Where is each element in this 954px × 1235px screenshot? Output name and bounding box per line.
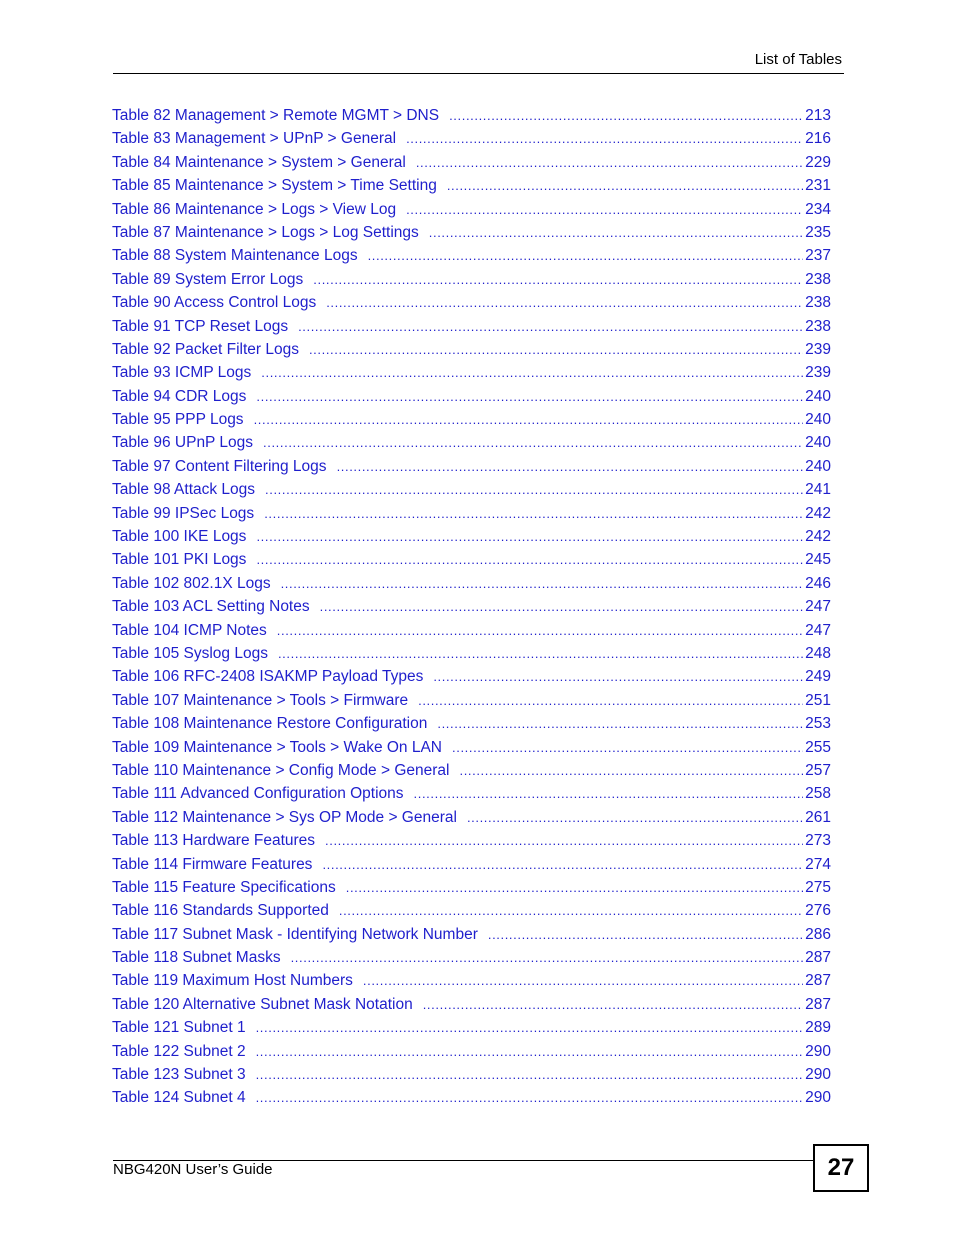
toc-entry[interactable] (112, 317, 831, 340)
toc-entry-label[interactable]: Table 109 Maintenance > Tools > Wake On LAN (112, 738, 443, 756)
toc-entry[interactable] (112, 527, 831, 550)
toc-entry-label[interactable]: Table 86 Maintenance > Logs > View Log (112, 200, 397, 218)
dot-leader (406, 129, 803, 149)
toc-entry[interactable] (112, 433, 831, 456)
toc-entry-label[interactable]: Table 107 Maintenance > Tools > Firmware (112, 691, 409, 709)
toc-entry[interactable] (112, 714, 831, 737)
toc-entry-label[interactable]: Table 111 Advanced Configuration Options (112, 785, 404, 803)
dot-leader (346, 878, 803, 898)
dot-leader (322, 855, 803, 875)
toc-entry-label[interactable]: Table 113 Hardware Features (112, 832, 316, 850)
dot-leader (254, 410, 804, 430)
toc-entry-label[interactable]: Table 110 Maintenance > Config Mode > General (112, 761, 450, 779)
toc-entry[interactable] (112, 948, 831, 971)
toc-entry-label[interactable]: Table 85 Maintenance > System > Time Setting (112, 177, 437, 195)
dot-leader (339, 901, 803, 921)
toc-entry-page-number[interactable]: 274 (805, 855, 831, 873)
toc-entry-page-number[interactable]: 258 (805, 785, 831, 803)
dot-leader (368, 246, 804, 266)
toc-entry-page-number[interactable]: 251 (805, 691, 831, 709)
toc-entry-page-number[interactable]: 240 (805, 457, 831, 475)
toc-entry-page-number[interactable]: 290 (805, 1089, 831, 1107)
toc-entry[interactable] (112, 1018, 831, 1041)
toc-entry-label[interactable]: Table 99 IPSec Logs (112, 504, 255, 522)
toc-entry[interactable] (112, 410, 831, 433)
toc-entry-page-number[interactable]: 249 (805, 668, 831, 686)
dot-leader (256, 1018, 804, 1038)
toc-entry-label[interactable]: Table 92 Packet Filter Logs (112, 340, 299, 358)
toc-entry[interactable] (112, 106, 831, 129)
toc-entry-page-number[interactable]: 246 (805, 574, 831, 592)
toc-entry[interactable] (112, 738, 831, 761)
dot-leader (406, 200, 803, 220)
toc-entry[interactable] (112, 971, 831, 994)
toc-entry[interactable] (112, 176, 831, 199)
table-of-contents-list (112, 106, 831, 1112)
toc-entry[interactable] (112, 597, 831, 620)
toc-entry-page-number[interactable]: 242 (805, 504, 831, 522)
toc-entry-page-number[interactable]: 276 (805, 902, 831, 920)
dot-leader (264, 504, 803, 524)
toc-entry-label[interactable]: Table 98 Attack Logs (112, 481, 256, 499)
dot-leader (416, 153, 803, 173)
toc-entry-page-number[interactable]: 248 (805, 644, 831, 662)
toc-entry[interactable] (112, 574, 831, 597)
toc-entry-page-number[interactable]: 261 (805, 808, 831, 826)
toc-entry[interactable] (112, 691, 831, 714)
toc-entry[interactable] (112, 129, 831, 152)
toc-entry-label[interactable]: Table 115 Feature Specifications (112, 878, 336, 896)
toc-entry[interactable] (112, 761, 831, 784)
toc-entry-page-number[interactable]: 247 (805, 621, 831, 639)
toc-entry-page-number[interactable]: 234 (805, 200, 831, 218)
toc-entry[interactable] (112, 784, 831, 807)
toc-entry-page-number[interactable]: 290 (805, 1042, 831, 1060)
footer-guide-title: NBG420N User’s Guide (113, 1161, 273, 1178)
header-divider (113, 73, 844, 74)
dot-leader (460, 761, 804, 781)
toc-entry-page-number[interactable]: 238 (805, 294, 831, 312)
dot-leader (281, 574, 804, 594)
toc-entry[interactable] (112, 246, 831, 269)
dot-leader (325, 831, 803, 851)
toc-entry-label[interactable]: Table 100 IKE Logs (112, 528, 247, 546)
toc-entry-page-number[interactable]: 290 (805, 1066, 831, 1084)
dot-leader (418, 691, 803, 711)
dot-leader (363, 971, 803, 991)
toc-entry[interactable] (112, 387, 831, 410)
toc-entry-label[interactable]: Table 87 Maintenance > Logs > Log Settings (112, 223, 419, 241)
dot-leader (256, 527, 803, 547)
dot-leader (261, 363, 803, 383)
toc-entry[interactable] (112, 621, 831, 644)
toc-entry-page-number[interactable]: 241 (805, 481, 831, 499)
dot-leader (320, 597, 804, 617)
toc-entry-label[interactable]: Table 108 Maintenance Restore Configuration (112, 715, 428, 733)
toc-entry-label[interactable]: Table 114 Firmware Features (112, 855, 313, 873)
dot-leader (256, 1065, 804, 1085)
dot-leader (298, 317, 803, 337)
toc-entry-label[interactable]: Table 90 Access Control Logs (112, 294, 317, 312)
toc-entry-page-number[interactable]: 242 (805, 528, 831, 546)
toc-entry-label[interactable]: Table 91 TCP Reset Logs (112, 317, 289, 335)
dot-leader (256, 387, 803, 407)
toc-entry-page-number[interactable]: 237 (805, 247, 831, 265)
toc-entry-page-number[interactable]: 231 (805, 177, 831, 195)
toc-entry-label[interactable]: Table 97 Content Filtering Logs (112, 457, 327, 475)
toc-entry-page-number[interactable]: 287 (805, 972, 831, 990)
toc-entry[interactable] (112, 457, 831, 480)
toc-entry-page-number[interactable]: 255 (805, 738, 831, 756)
dot-leader (309, 340, 803, 360)
toc-entry-label[interactable]: Table 83 Management > UPnP > General (112, 130, 397, 148)
toc-entry[interactable] (112, 925, 831, 948)
toc-entry-label[interactable]: Table 112 Maintenance > Sys OP Mode > General (112, 808, 457, 826)
toc-entry-page-number[interactable]: 273 (805, 832, 831, 850)
toc-entry-page-number[interactable]: 235 (805, 223, 831, 241)
toc-entry-page-number[interactable]: 286 (805, 925, 831, 943)
toc-entry[interactable] (112, 995, 831, 1018)
toc-entry-label[interactable]: Table 117 Subnet Mask - Identifying Network Number (112, 925, 478, 943)
toc-entry-page-number[interactable]: 240 (805, 411, 831, 429)
dot-leader (447, 176, 803, 196)
dot-leader (449, 106, 803, 126)
toc-entry[interactable] (112, 644, 831, 667)
toc-entry-page-number[interactable]: 238 (805, 270, 831, 288)
toc-entry-page-number[interactable]: 287 (805, 949, 831, 967)
toc-entry[interactable] (112, 340, 831, 363)
toc-entry[interactable] (112, 550, 831, 573)
toc-entry-label[interactable]: Table 96 UPnP Logs (112, 434, 254, 452)
toc-entry-page-number[interactable]: 240 (805, 434, 831, 452)
toc-entry[interactable] (112, 223, 831, 246)
toc-entry[interactable] (112, 200, 831, 223)
dot-leader (313, 270, 803, 290)
toc-entry-label[interactable]: Table 101 PKI Logs (112, 551, 247, 569)
dot-leader (256, 1042, 804, 1062)
toc-entry-label[interactable]: Table 104 ICMP Notes (112, 621, 267, 639)
toc-entry-page-number[interactable]: 229 (805, 153, 831, 171)
toc-entry-label[interactable]: Table 123 Subnet 3 (112, 1066, 246, 1084)
toc-entry-page-number[interactable]: 238 (805, 317, 831, 335)
dot-leader (414, 784, 804, 804)
toc-entry-page-number[interactable]: 253 (805, 715, 831, 733)
toc-entry-page-number[interactable]: 275 (805, 878, 831, 896)
toc-entry-label[interactable]: Table 94 CDR Logs (112, 387, 247, 405)
toc-entry-page-number[interactable]: 289 (805, 1019, 831, 1037)
toc-entry[interactable] (112, 1042, 831, 1065)
toc-entry-page-number[interactable]: 257 (805, 761, 831, 779)
dot-leader (488, 925, 803, 945)
dot-leader (429, 223, 803, 243)
toc-entry[interactable] (112, 504, 831, 527)
toc-entry[interactable] (112, 831, 831, 854)
toc-entry-label[interactable]: Table 93 ICMP Logs (112, 364, 252, 382)
toc-entry[interactable] (112, 901, 831, 924)
toc-entry[interactable] (112, 1088, 831, 1111)
toc-entry-page-number[interactable]: 213 (805, 107, 831, 124)
toc-entry-label[interactable]: Table 89 System Error Logs (112, 270, 304, 288)
toc-entry-page-number[interactable]: 240 (805, 387, 831, 405)
toc-entry-label[interactable]: Table 102 802.1X Logs (112, 574, 271, 592)
toc-entry[interactable] (112, 808, 831, 831)
toc-entry-label[interactable]: Table 121 Subnet 1 (112, 1019, 246, 1037)
toc-entry-page-number[interactable]: 239 (805, 340, 831, 358)
dot-leader (437, 714, 803, 734)
toc-entry-label[interactable]: Table 105 Syslog Logs (112, 644, 268, 662)
dot-leader (337, 457, 804, 477)
dot-leader (467, 808, 803, 828)
toc-entry[interactable] (112, 480, 831, 503)
dot-leader (263, 433, 803, 453)
dot-leader (433, 667, 803, 687)
toc-entry-label[interactable]: Table 120 Alternative Subnet Mask Notation (112, 995, 413, 1013)
toc-entry-label[interactable]: Table 118 Subnet Masks (112, 949, 281, 967)
dot-leader (278, 644, 803, 664)
dot-leader (277, 621, 803, 641)
dot-leader (452, 738, 803, 758)
toc-entry[interactable] (112, 855, 831, 878)
toc-entry[interactable] (112, 1065, 831, 1088)
toc-entry-label[interactable]: Table 103 ACL Setting Notes (112, 598, 310, 616)
dot-leader (256, 550, 803, 570)
toc-entry-label[interactable]: Table 119 Maximum Host Numbers (112, 972, 353, 990)
toc-entry-label[interactable]: Table 82 Management > Remote MGMT > DNS (112, 107, 440, 124)
dot-leader (265, 480, 803, 500)
toc-entry-page-number[interactable]: 247 (805, 598, 831, 616)
toc-entry[interactable] (112, 293, 831, 316)
toc-entry-label[interactable]: Table 95 PPP Logs (112, 411, 244, 429)
toc-entry-label[interactable]: Table 124 Subnet 4 (112, 1089, 246, 1107)
dot-leader (256, 1088, 804, 1108)
toc-entry[interactable] (112, 153, 831, 176)
page-number-box: 27 (813, 1144, 869, 1192)
toc-entry[interactable] (112, 363, 831, 386)
toc-entry-label[interactable]: Table 84 Maintenance > System > General (112, 153, 406, 171)
dot-leader (423, 995, 803, 1015)
toc-entry-label[interactable]: Table 88 System Maintenance Logs (112, 247, 358, 265)
toc-entry[interactable] (112, 667, 831, 690)
toc-entry-page-number[interactable]: 287 (805, 995, 831, 1013)
toc-entry[interactable] (112, 270, 831, 293)
toc-entry-label[interactable]: Table 106 RFC-2408 ISAKMP Payload Types (112, 668, 424, 686)
dot-leader (326, 293, 803, 313)
toc-entry[interactable] (112, 878, 831, 901)
dot-leader (291, 948, 804, 968)
toc-entry-page-number[interactable]: 239 (805, 364, 831, 382)
toc-entry-label[interactable]: Table 122 Subnet 2 (112, 1042, 246, 1060)
toc-entry-page-number[interactable]: 216 (805, 130, 831, 148)
toc-entry-label[interactable]: Table 116 Standards Supported (112, 902, 329, 920)
toc-entry-page-number[interactable]: 245 (805, 551, 831, 569)
page-header-title: List of Tables (754, 51, 842, 68)
